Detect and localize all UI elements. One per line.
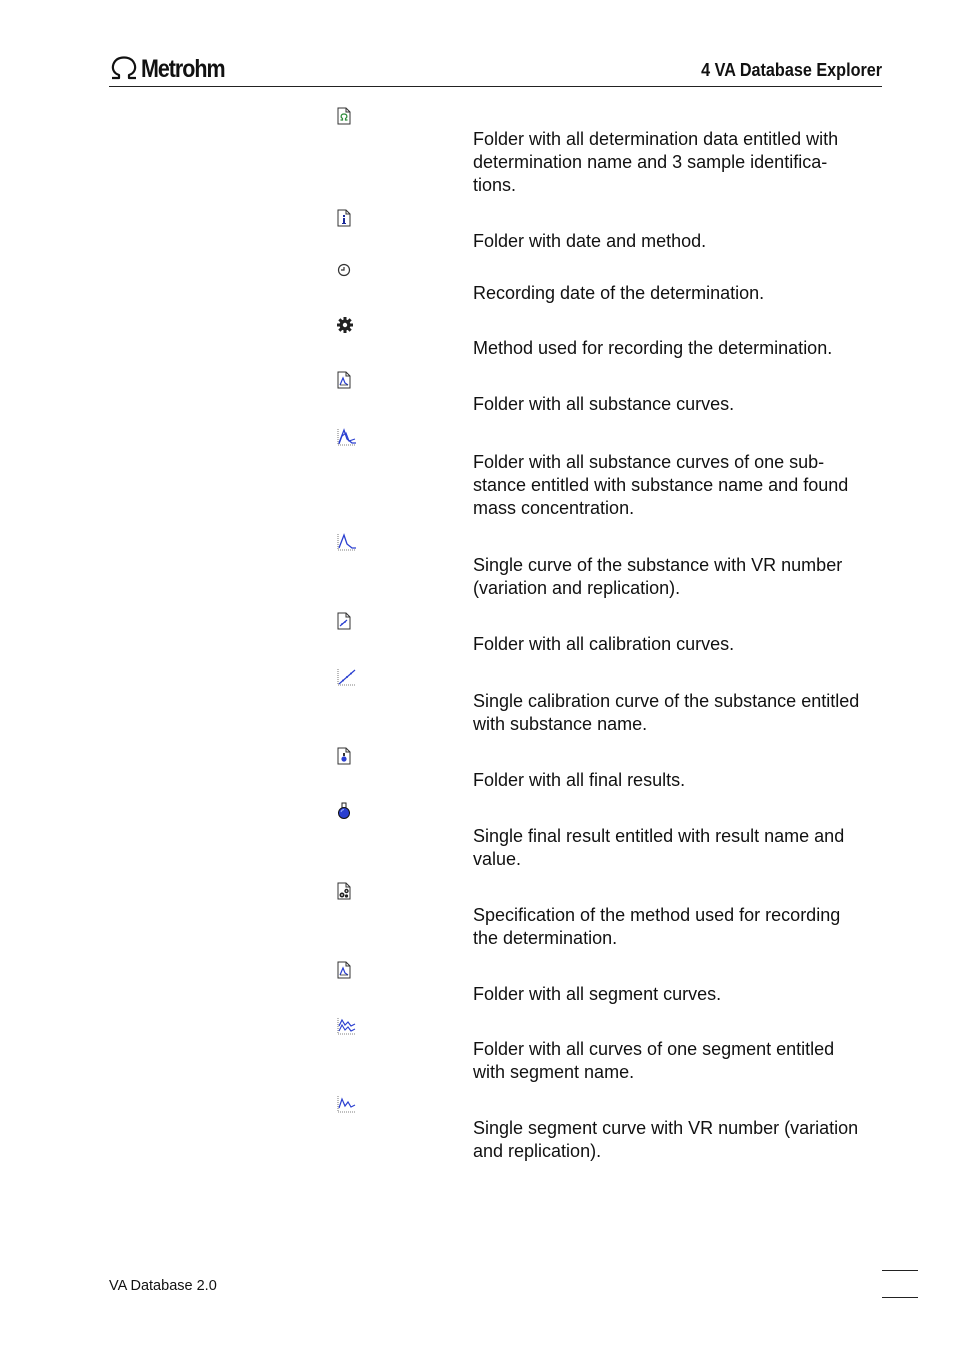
omega-icon bbox=[109, 56, 139, 82]
results-folder-icon bbox=[336, 747, 354, 765]
segment-multi-curve-icon bbox=[336, 1016, 358, 1034]
entry-description: Single curve of the substance with VR number (variation and replication). bbox=[473, 555, 843, 598]
page-header bbox=[109, 54, 882, 87]
entry-description: Folder with all substance curves of one sub- stance entitled with substance name and found mass concentration. bbox=[473, 452, 849, 518]
footer-product-version: VA Database 2.0 bbox=[109, 1278, 217, 1294]
segment-curves-folder-icon bbox=[336, 961, 354, 979]
footer-rule-top bbox=[882, 1270, 918, 1271]
calibration-curve-icon bbox=[336, 667, 358, 685]
substance-multi-curve-icon bbox=[336, 427, 358, 445]
entry-description: Single segment curve with VR number (variation and replication). bbox=[473, 1118, 859, 1161]
segment-single-curve-icon bbox=[336, 1094, 358, 1112]
calibration-folder-icon bbox=[336, 612, 354, 630]
chapter-title: 4 VA Database Explorer bbox=[701, 60, 882, 80]
entry-description: Folder with all segment curves. bbox=[473, 984, 722, 1004]
entry-description: Specification of the method used for recording the determination. bbox=[473, 905, 841, 948]
substance-curves-folder-icon bbox=[336, 371, 354, 389]
entry-description: Folder with all substance curves. bbox=[473, 394, 735, 414]
clock-icon bbox=[336, 262, 354, 280]
entry-description: Single final result entitled with result name and value. bbox=[473, 826, 845, 869]
entry-description: Folder with all final results. bbox=[473, 770, 686, 790]
info-folder-icon bbox=[336, 209, 354, 227]
footer-rule-bottom bbox=[882, 1297, 918, 1298]
brand-name: Metrohm bbox=[141, 55, 225, 83]
gear-icon bbox=[336, 316, 354, 334]
flask-icon bbox=[336, 802, 354, 820]
entry-description: Single calibration curve of the substance entitled with substance name. bbox=[473, 691, 860, 734]
metrohm-logo bbox=[109, 54, 238, 84]
entry-description: Folder with date and method. bbox=[473, 231, 707, 251]
entry-description: Folder with all calibration curves. bbox=[473, 634, 735, 654]
entry-description: Method used for recording the determination. bbox=[473, 338, 833, 358]
determination-folder-icon bbox=[336, 107, 354, 125]
substance-single-curve-icon bbox=[336, 532, 358, 550]
entry-description: Folder with all curves of one segment entitled with segment name. bbox=[473, 1039, 835, 1082]
method-spec-icon bbox=[336, 882, 354, 900]
entry-description: Folder with all determination data entitled with determination name and 3 sample identifica- tions. bbox=[473, 129, 839, 195]
entry-description: Recording date of the determination. bbox=[473, 283, 765, 303]
